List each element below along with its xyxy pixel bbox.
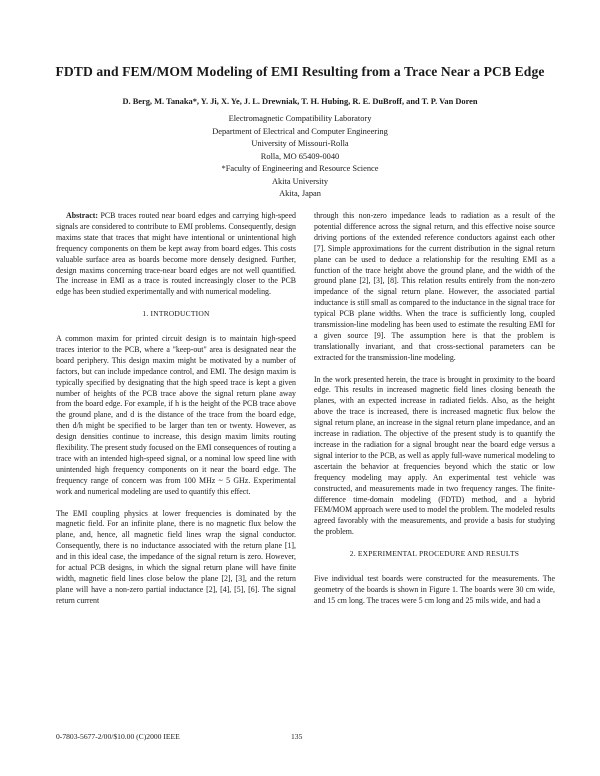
affiliation-line: University of Missouri-Rolla (251, 139, 349, 148)
affiliation-line: Akita, Japan (279, 189, 321, 198)
section-heading-experimental: 2. EXPERIMENTAL PROCEDURE AND RESULTS (349, 549, 520, 559)
abstract-label: Abstract: (66, 211, 98, 220)
left-column (56, 211, 296, 618)
affiliation-line: Department of Electrical and Computer Engineering (212, 126, 388, 136)
affiliation-line: Akita University (271, 176, 329, 186)
footer-copyright: 0-7803-5677-2/00/$10.00 (C)2000 IEEE (56, 732, 180, 741)
author-list: D. Berg, M. Tanaka*, Y. Ji, X. Ye, J. L. Drewniak, T. H. Hubing, R. E. DuBroff, and T. P. Van Doren (122, 97, 478, 106)
body-paragraph: A common maxim for printed circuit design is to maintain high-speed traces interior to the PCB, where a "keep-out" area is designated near the board periphery. This design maxim might be motivated by a number of factors, but can include impedance control, and EMI. The design maxim is typically specified by designating that the high speed trace is kept a given number of heights of the PCB trace above the signal return plane away from the board edge. For example, if h is the height of the PCB trace above the ground plane, and d is the distance of the trace from the board edge, then d/h might be specified to be larger than ten or twenty. However, as design densities continue to increase, this design maxim limits routing flexibility. The present study focused on the EMI consequences of routing a trace with an intended high-speed signal, or a nominal low speed line with unintended high frequency components on it near the board edge. The frequency range of concern was from 100 MHz ~ 5 GHz. Experimental work and numerical modeling are used to quantify this effect. (56, 334, 296, 496)
abstract (56, 211, 296, 298)
body-paragraph: The EMI coupling physics at lower frequencies is dominated by the magnetic field. For an infinite plane, there is no magnetic flux below the plane, and, hence, all magnetic field lines wrap the signal conductor. Consequently, there is no inductance associated with the return plane [1], and in this ideal case, the impedance of the signal return is zero. However, for actual PCB designs, in which the signal return plane will have finite width, magnetic field lines close below the plane [2], [3], and the return plane will have a non-zero partial inductance [2], [4], [5], [6]. The signal return current (56, 508, 296, 605)
affiliation-line: Electromagnetic Compatibility Laboratory (228, 114, 372, 123)
body-paragraph: through this non-zero impedance leads to radiation as a result of the potential difference across the signal return, and this effective noise source driving portions of the extended reference conductors against each other [7]. Simple approximations for the current distribution in the signal return plane can be used to deduce a relationship for the resulting EMI as a function of the trace height above the ground plane, and the width of the ground plane [2], [3], [8]. This relation results entirely from the non-zero impedance of the signal return plane. However, the associated partial inductance is still small as compared to the inductance in the signal trace for typical PCB plane widths. When the trace is sufficiently long, coupled transmission-line modeling has been used to estimate the resulting EMI for a given source [9]. The assumption here is that the problem is translationally invariant, and that cross-sectional parameters can be extracted for the transmission-line modeling. (314, 211, 555, 362)
body-paragraph: In the work presented herein, the trace is brought in proximity to the board edge. This results in increased magnetic field lines closing beneath the planes, with an expected increase in radiated fields. Also, as the height above the trace is increased, there is increased magnetic flux below the signal return plane, an increase in the signal return plane impedance, and an increase in radiation. The objective of the present study is to quantify the increase in the radiation for a signal brought near the board edge versus a signal interior to the PCB, as well as apply full-wave numerical modeling to ascertain the behavior at frequencies beyond which the static or low frequency modeling may apply. An experimental test vehicle was constructed, and measurements made in two frequency ranges. The finite-difference time-domain modeling (FDTD) method, and a hybrid FEM/MOM approach were used to model the problem. The modeled results agreed favorably with the measurements, and provide a basis for studying the problem. (314, 374, 555, 537)
right-column (314, 211, 555, 618)
section-heading-introduction: 1. INTRODUCTION (142, 309, 210, 319)
affiliation-line: *Faculty of Engineering and Resource Science (221, 164, 379, 173)
paper-title: FDTD and FEM/MOM Modeling of EMI Resulting from a Trace Near a PCB Edge (55, 64, 545, 79)
affiliation-line: Rolla, MO 65409-0040 (260, 151, 340, 161)
page-number: 135 (291, 732, 303, 741)
body-paragraph: Five individual test boards were constructed for the measurements. The geometry of the boards is shown in Figure 1. The boards were 30 cm wide, and 15 cm long. The traces were 5 cm long and 25 mils wide, and had a (314, 573, 555, 605)
abstract-text: PCB traces routed near board edges and carrying high-speed signals are considered to contribute to EMI problems. Consequently, design maxims state that traces that might have intentional or unintentional high frequency components on them be kept away from board edges. This costs valuable surface area as boards become more densely designed. Further, design maxims concerning trace-near board edges are not well quantified. The increase in EMI as a trace is routed increasingly closer to the PCB edge has been studied experimentally and with numerical modeling. (56, 211, 296, 297)
